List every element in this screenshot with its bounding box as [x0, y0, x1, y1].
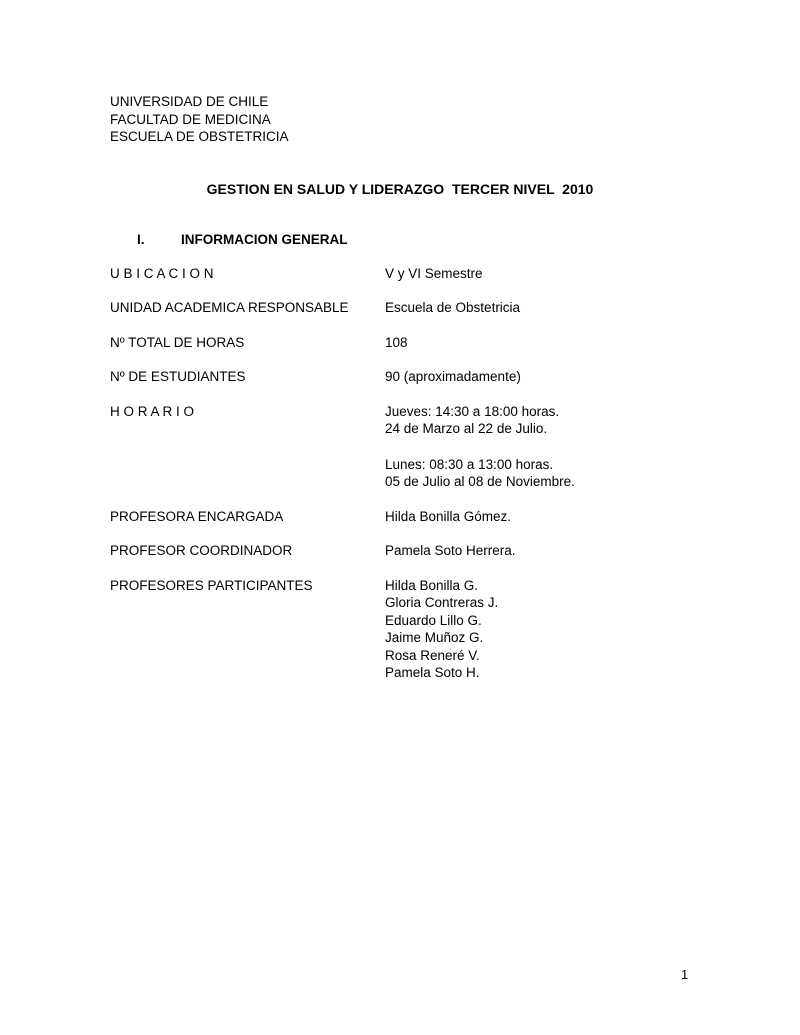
info-value: Hilda Bonilla Gómez. — [385, 508, 512, 524]
letterhead-line-school: ESCUELA DE OBSTETRICIA — [110, 129, 289, 144]
section-title: INFORMACION GENERAL — [181, 231, 348, 247]
schedule-time: Jueves: 14:30 a 18:00 horas. — [385, 403, 560, 419]
info-label: PROFESOR COORDINADOR — [110, 543, 293, 558]
info-label: U B I C A C I O N — [110, 265, 214, 281]
schedule-time: Lunes: 08:30 a 13:00 horas. — [385, 456, 554, 472]
info-label: PROFESORA ENCARGADA — [110, 508, 284, 524]
info-row-profesor-coordinador — [110, 542, 690, 560]
info-row-profesora-encargada — [110, 508, 690, 526]
info-row-estudiantes — [110, 368, 690, 386]
letterhead — [110, 93, 690, 146]
info-label: Nº TOTAL DE HORAS — [110, 334, 245, 350]
info-label: PROFESORES PARTICIPANTES — [110, 577, 313, 593]
info-row-profesores-participantes — [110, 577, 690, 682]
info-row-horario — [110, 403, 690, 491]
info-rows — [110, 265, 690, 682]
schedule-block-jueves — [385, 403, 690, 438]
participant-name: Eduardo Lillo G. — [385, 612, 482, 628]
participant-name: Jaime Muñoz G. — [385, 630, 484, 645]
letterhead-line-faculty: FACULTAD DE MEDICINA — [110, 111, 271, 127]
info-row-ubicacion — [110, 265, 690, 283]
page-number: 1 — [681, 967, 689, 982]
section-number: I. — [137, 231, 145, 247]
info-value: Pamela Soto Herrera. — [385, 543, 516, 558]
info-value: 108 — [385, 334, 408, 350]
participant-name: Pamela Soto H. — [385, 665, 480, 680]
letterhead-line-university: UNIVERSIDAD DE CHILE — [110, 94, 269, 109]
section-heading — [110, 231, 690, 249]
info-value: V y VI Semestre — [385, 265, 483, 281]
schedule-dates: 24 de Marzo al 22 de Julio. — [385, 421, 548, 436]
participant-name: Gloria Contreras J. — [385, 595, 499, 610]
participants-list — [385, 577, 690, 682]
info-label: H O R A R I O — [110, 403, 195, 419]
info-value: Escuela de Obstetricia — [385, 300, 521, 315]
schedule — [385, 403, 690, 491]
participant-name: Hilda Bonilla G. — [385, 577, 479, 593]
info-label: Nº DE ESTUDIANTES — [110, 369, 246, 384]
document-title: GESTION EN SALUD Y LIDERAZGO TERCER NIVEL 2010 — [206, 180, 594, 197]
schedule-block-lunes — [385, 456, 690, 491]
info-row-unidad-academica — [110, 299, 690, 317]
schedule-dates: 05 de Julio al 08 de Noviembre. — [385, 474, 575, 489]
participant-name: Rosa Reneré V. — [385, 647, 480, 663]
info-value: 90 (aproximadamente) — [385, 369, 521, 384]
info-label: UNIDAD ACADEMICA RESPONSABLE — [110, 300, 349, 315]
info-row-total-horas — [110, 334, 690, 352]
